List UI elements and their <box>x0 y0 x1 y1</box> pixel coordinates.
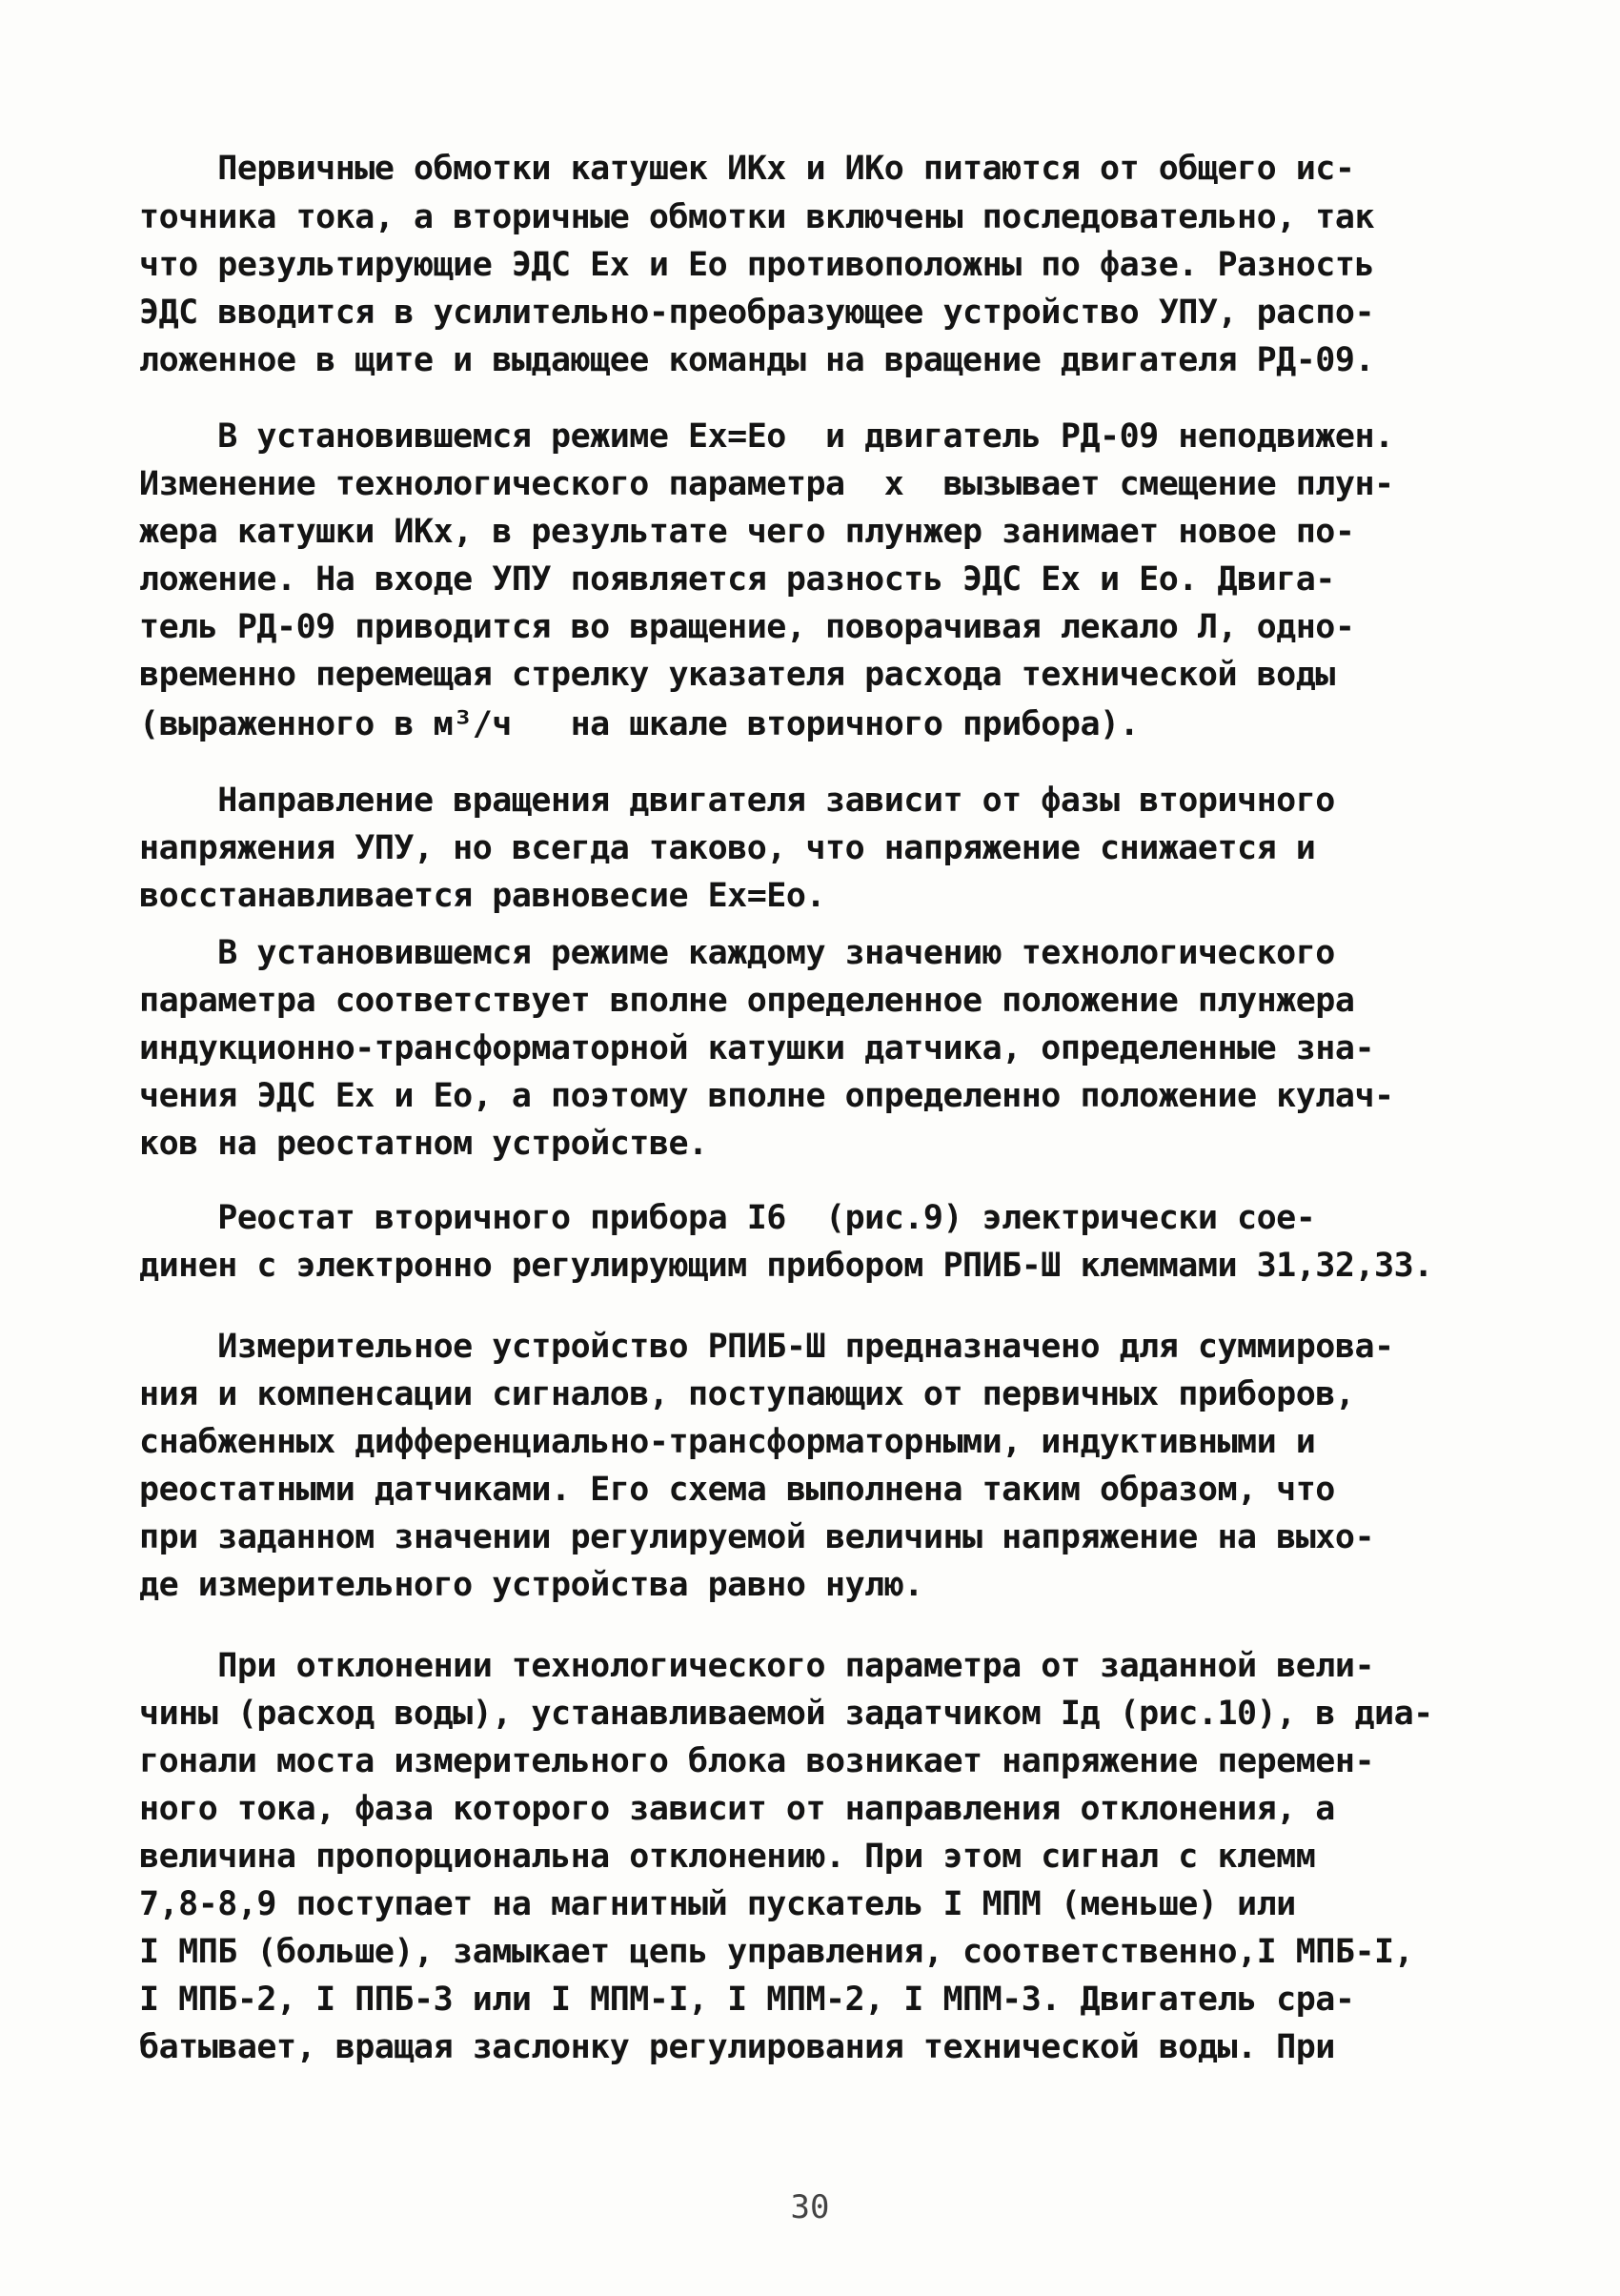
text-line-10: тель РД-09 приводится во вращение, поворачивая лекало Л, одно- <box>139 608 1355 646</box>
text-line-1: Первичные обмотки катушек ИКх и ИКо питаются от общего ис- <box>139 150 1355 188</box>
text-line-22: динен с электронно регулирующим прибором РПИБ-Ш клеммами 31,32,33. <box>139 1247 1433 1285</box>
text-line-16: В установившемся режиме каждому значению технологического <box>139 934 1335 972</box>
text-line-23: Измерительное устройство РПИБ-Ш предназначено для суммирова- <box>139 1328 1394 1366</box>
text-line-24: ния и компенсации сигналов, поступающих от первичных приборов, <box>139 1375 1355 1413</box>
text-line-25: снабженных дифференциально-трансформаторными, индуктивными и <box>139 1423 1316 1461</box>
text-line-29: При отклонении технологического параметра от заданной вели- <box>139 1647 1375 1685</box>
text-line-4: ЭДС вводится в усилительно-преобразующее устройство УПУ, распо- <box>139 294 1375 332</box>
text-line-11: временно перемещая стрелку указателя расхода технической воды <box>139 656 1335 694</box>
text-line-18: индукционно-трансформаторной катушки датчика, определенные зна- <box>139 1029 1375 1067</box>
text-line-28: де измерительного устройства равно нулю. <box>139 1566 923 1604</box>
text-line-30: чины (расход воды), устанавливаемой задатчиком Iд (рис.10), в диа- <box>139 1695 1433 1733</box>
text-line-2: точника тока, а вторичные обмотки включены последовательно, так <box>139 198 1375 236</box>
text-line-15: восстанавливается равновесие Ех=Ео. <box>139 877 826 915</box>
text-line-37: батывает, вращая заслонку регулирования технической воды. При <box>139 2028 1335 2066</box>
text-line-8: жера катушки ИКх, в результате чего плунжер занимает новое по- <box>139 513 1355 551</box>
text-line-12: (выраженного в м³/ч на шкале вторичного прибора). <box>139 705 1140 743</box>
text-line-13: Направление вращения двигателя зависит от фазы вторичного <box>139 782 1335 820</box>
text-line-36: I МПБ-2, I ППБ-3 или I МПМ-I, I МПМ-2, I МПМ-3. Двигатель сра- <box>139 1981 1355 2019</box>
text-line-6: В установившемся режиме Ех=Ео и двигатель РД-09 неподвижен. <box>139 417 1394 456</box>
text-line-7: Изменение технологического параметра х вызывает смещение плун- <box>139 465 1394 503</box>
text-line-35: I МПБ (больше), замыкает цепь управления, соответственно,I МПБ-I, <box>139 1933 1414 1971</box>
text-line-14: напряжения УПУ, но всегда таково, что напряжение снижается и <box>139 829 1316 867</box>
text-line-33: величина пропорциональна отклонению. При этом сигнал с клемм <box>139 1838 1316 1876</box>
text-line-19: чения ЭДС Ех и Ео, а поэтому вполне определенно положение кулач- <box>139 1077 1394 1115</box>
text-line-32: ного тока, фаза которого зависит от направления отклонения, а <box>139 1790 1335 1828</box>
text-line-20: ков на реостатном устройстве. <box>139 1125 708 1163</box>
text-line-31: гонали моста измерительного блока возникает напряжение перемен- <box>139 1742 1375 1780</box>
text-line-17: параметра соответствует вполне определенное положение плунжера <box>139 982 1355 1020</box>
text-line-3: что результирующие ЭДС Ех и Ео противоположны по фазе. Разность <box>139 246 1375 284</box>
page-number: 30 <box>790 2188 830 2226</box>
text-line-21: Реостат вторичного прибора I6 (рис.9) электрически сое- <box>139 1199 1316 1237</box>
text-line-27: при заданном значении регулируемой величины напряжение на выхо- <box>139 1518 1375 1556</box>
text-line-34: 7,8-8,9 поступает на магнитный пускатель I МПМ (меньше) или <box>139 1885 1296 1923</box>
text-line-26: реостатными датчиками. Его схема выполнена таким образом, что <box>139 1471 1335 1509</box>
text-line-9: ложение. На входе УПУ появляется разность ЭДС Ех и Ео. Двига- <box>139 560 1335 599</box>
text-line-5: ложенное в щите и выдающее команды на вращение двигателя РД-09. <box>139 341 1375 379</box>
